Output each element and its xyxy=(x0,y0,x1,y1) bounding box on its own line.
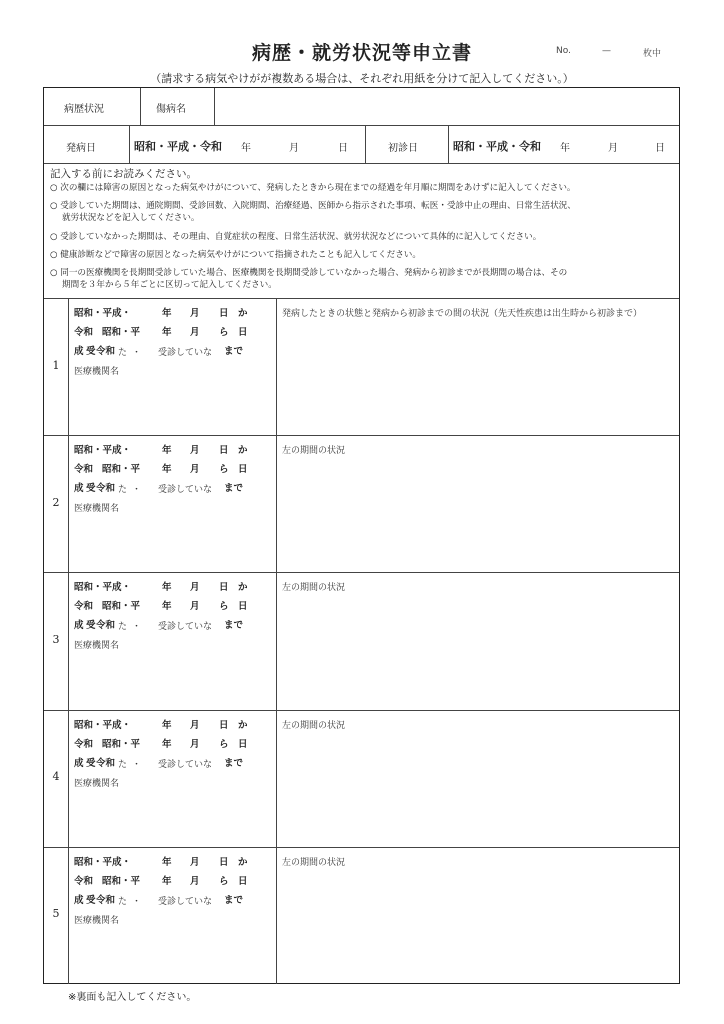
period-start-text: 昭和・平成・ xyxy=(74,308,132,319)
hospital-name-field[interactable] xyxy=(74,927,274,979)
visit-status-option[interactable]: まで xyxy=(224,757,244,769)
entry-number-divider xyxy=(68,298,69,435)
hospital-name-field[interactable] xyxy=(74,652,274,704)
entry-column-divider xyxy=(276,847,277,984)
status-description-field[interactable] xyxy=(280,594,670,705)
visit-status-option[interactable]: 令和 xyxy=(96,483,116,495)
visit-status-option[interactable]: ・ xyxy=(132,348,142,358)
disease-label: 傷病名 xyxy=(156,104,186,115)
first-visit-label: 初診日 xyxy=(388,143,418,154)
entry-number: 3 xyxy=(52,632,60,646)
period-start-text: か xyxy=(238,856,248,868)
hospital-name-label: 医療機関名 xyxy=(74,778,120,789)
entry-number-divider xyxy=(68,435,69,572)
entry-block xyxy=(44,298,679,435)
visit-status-option[interactable]: 令和 xyxy=(96,757,116,769)
period-start-text: 昭和・平成・ xyxy=(74,445,132,457)
visit-status-option[interactable]: 受診していな xyxy=(158,622,213,633)
number-label: No. xyxy=(556,46,571,56)
instruction-item: ○ 次の欄には障害の原因となった病気やけがについて、発病したときから現在までの経過を年月順に期間をあけずに記入してください。 xyxy=(50,183,576,193)
period-end-text: ら xyxy=(219,875,229,887)
entry-divider xyxy=(44,847,679,848)
entry-column-divider xyxy=(276,298,277,435)
instructions-heading: 記入する前にお読みください。 xyxy=(50,168,197,180)
period-start-text: 年 xyxy=(162,445,172,457)
visit-status-option[interactable]: 成 xyxy=(74,757,84,769)
hospital-name-field[interactable] xyxy=(74,790,274,842)
visit-status-option[interactable]: 成 xyxy=(74,346,84,357)
period-start-text: 月 xyxy=(190,582,200,594)
entry-number-divider xyxy=(68,710,69,847)
period-end-text: 年 xyxy=(162,327,172,338)
onset-year-unit: 年 xyxy=(241,143,251,154)
disease-name-field[interactable] xyxy=(215,89,677,124)
entry-block xyxy=(44,435,679,572)
period-end-text: ら xyxy=(219,601,229,613)
period-end-text: 昭和・平 xyxy=(102,738,141,750)
period-end-text: 月 xyxy=(190,327,200,338)
period-start-text: 年 xyxy=(162,308,172,319)
period-end-text: 令和 xyxy=(74,601,94,613)
onset-day-unit: 日 xyxy=(338,143,348,154)
first-visit-era[interactable]: 昭和・平成・令和 xyxy=(453,140,541,153)
period-start-text: 昭和・平成・ xyxy=(74,856,132,868)
sheet-count-label: 枚中 xyxy=(643,49,662,59)
visit-status-option[interactable]: た xyxy=(118,622,128,633)
period-end-text: 日 xyxy=(238,875,248,887)
visit-status-option[interactable]: 成 xyxy=(74,483,84,495)
footer-note: ※裏面も記入してください。 xyxy=(68,992,197,1003)
visit-status-option[interactable]: た xyxy=(118,485,128,496)
status-description-field[interactable] xyxy=(280,320,670,431)
first-visit-year-unit: 年 xyxy=(560,143,570,154)
period-start-text: 日 xyxy=(219,856,229,868)
hospital-name-label: 医療機関名 xyxy=(74,641,120,652)
period-start-text: 日 xyxy=(219,308,229,319)
period-end-text: 日 xyxy=(238,327,248,338)
period-start-text: 年 xyxy=(162,582,172,594)
entry-divider xyxy=(44,572,679,573)
visit-status-option[interactable]: ・ xyxy=(132,759,142,770)
hospital-name-label: 医療機関名 xyxy=(74,504,120,515)
period-start-text: 月 xyxy=(190,719,200,731)
entry-number-divider xyxy=(68,572,69,709)
number-dash: — xyxy=(602,46,611,56)
entry-number: 4 xyxy=(52,770,60,784)
period-end-text: 令和 xyxy=(74,464,94,476)
period-start-text: 月 xyxy=(190,856,200,868)
instruction-item: 期間を３年から５年ごとに区切って記入してください。 xyxy=(62,280,277,290)
period-start-text: か xyxy=(238,308,248,319)
visit-status-option[interactable]: た xyxy=(118,348,128,358)
period-start-text: 年 xyxy=(162,719,172,731)
period-end-text: 年 xyxy=(162,875,172,887)
period-end-text: 日 xyxy=(238,464,248,476)
visit-status-option[interactable]: まで xyxy=(224,346,244,357)
period-start-text: 昭和・平成・ xyxy=(74,719,132,731)
status-description-field[interactable] xyxy=(280,869,670,980)
period-end-text: 令和 xyxy=(74,875,94,887)
period-start-text: か xyxy=(238,582,248,594)
visit-status-option[interactable]: 令和 xyxy=(96,894,116,906)
visit-status-option[interactable]: 成 xyxy=(74,894,84,906)
entry-number: 1 xyxy=(52,358,60,372)
onset-era[interactable]: 昭和・平成・令和 xyxy=(134,140,222,153)
period-end-text: 令和 xyxy=(74,327,94,338)
period-end-text: 月 xyxy=(190,738,200,750)
visit-status-option[interactable]: まで xyxy=(224,894,244,906)
period-end-text: 月 xyxy=(190,601,200,613)
period-end-text: ら xyxy=(219,327,229,338)
period-end-text: 月 xyxy=(190,464,200,476)
status-description-field[interactable] xyxy=(280,457,670,568)
entry-number-divider xyxy=(68,847,69,984)
entry-column-divider xyxy=(276,710,277,847)
status-description-label: 左の期間の状況 xyxy=(282,720,346,731)
period-end-text: 日 xyxy=(238,738,248,750)
period-start-text: 月 xyxy=(190,308,200,319)
hospital-name-label: 医療機関名 xyxy=(74,367,120,377)
period-end-text: 年 xyxy=(162,738,172,750)
status-description-field[interactable] xyxy=(280,732,670,843)
period-start-text: か xyxy=(238,445,248,457)
period-end-text: 日 xyxy=(238,601,248,613)
status-description-label: 左の期間の状況 xyxy=(282,857,346,868)
entry-column-divider xyxy=(276,572,277,709)
visit-status-option[interactable]: 成 xyxy=(74,620,84,632)
visit-status-option[interactable]: 受 xyxy=(86,620,96,632)
period-start-text: か xyxy=(238,719,248,731)
period-end-text: ら xyxy=(219,464,229,476)
visit-status-option[interactable]: まで xyxy=(224,483,244,495)
period-end-text: 昭和・平 xyxy=(102,875,141,887)
period-start-text: 月 xyxy=(190,445,200,457)
entry-block xyxy=(44,847,679,984)
period-end-text: 令和 xyxy=(74,738,94,750)
hospital-name-field[interactable] xyxy=(74,378,274,430)
instruction-item: ○ 同一の医療機関を長期間受診していた場合、医療機関を長期間受診していなかった場合、発病から初診までが長期間の場合は、その xyxy=(50,268,568,278)
period-end-text: 昭和・平 xyxy=(102,327,141,338)
visit-status-option[interactable]: ・ xyxy=(132,896,142,907)
hospital-name-label: 医療機関名 xyxy=(74,915,120,926)
first-visit-month-unit: 月 xyxy=(608,143,618,154)
onset-month-unit: 月 xyxy=(289,143,299,154)
period-start-text: 日 xyxy=(219,719,229,731)
instruction-item: ○ 受診していた期間は、通院期間、受診回数、入院期間、治療経過、医師から指示された事項、転医・受診中止の理由、日常生活状況、 xyxy=(50,201,576,211)
visit-status-option[interactable]: 受 xyxy=(86,483,96,495)
visit-status-option[interactable]: 令和 xyxy=(96,620,116,632)
visit-status-option[interactable]: 受 xyxy=(86,346,96,357)
entry-number: 5 xyxy=(52,907,60,921)
period-end-text: ら xyxy=(219,738,229,750)
status-description-label: 発病したときの状態と発病から初診までの間の状況（先天性疾患は出生時から初診まで） xyxy=(282,309,643,319)
first-visit-day-unit: 日 xyxy=(655,143,665,154)
application-form xyxy=(43,87,680,984)
instruction-item: 就労状況などを記入してください。 xyxy=(62,213,200,223)
history-label: 病歴状況 xyxy=(64,104,104,115)
visit-status-option[interactable]: ・ xyxy=(132,622,142,633)
period-start-text: 年 xyxy=(162,856,172,868)
period-end-text: 年 xyxy=(162,601,172,613)
entry-column-divider xyxy=(276,435,277,572)
status-description-label: 左の期間の状況 xyxy=(282,583,346,594)
visit-status-option[interactable]: 受診していな xyxy=(158,348,213,358)
onset-label: 発病日 xyxy=(66,143,96,154)
status-description-label: 左の期間の状況 xyxy=(282,446,346,457)
entry-number: 2 xyxy=(52,495,60,509)
entry-block xyxy=(44,710,679,847)
period-start-text: 日 xyxy=(219,445,229,457)
visit-status-option[interactable]: 受診していな xyxy=(158,896,213,907)
period-end-text: 月 xyxy=(190,875,200,887)
visit-status-option[interactable]: た xyxy=(118,896,128,907)
visit-status-option[interactable]: 受診していな xyxy=(158,759,213,770)
visit-status-option[interactable]: 受 xyxy=(86,757,96,769)
period-end-text: 昭和・平 xyxy=(102,601,141,613)
page-title: 病歴・就労状況等申立書 xyxy=(251,42,472,64)
visit-status-option[interactable]: まで xyxy=(224,620,244,632)
instruction-item: ○ 受診していなかった期間は、その理由、自覚症状の程度、日常生活状況、就労状況などについて具体的に記入してください。 xyxy=(50,232,542,242)
visit-status-option[interactable]: ・ xyxy=(132,485,142,496)
period-end-text: 年 xyxy=(162,464,172,476)
visit-status-option[interactable]: 受 xyxy=(86,894,96,906)
period-start-text: 昭和・平成・ xyxy=(74,582,132,594)
period-end-text: 昭和・平 xyxy=(102,464,141,476)
header-note: （請求する病気やけがが複数ある場合は、それぞれ用紙を分けて記入してください。） xyxy=(150,72,574,85)
instruction-item: ○ 健康診断などで障害の原因となった病気やけがについて指摘されたことも記入してください。 xyxy=(50,250,421,260)
entry-block xyxy=(44,572,679,709)
visit-status-option[interactable]: た xyxy=(118,759,128,770)
visit-status-option[interactable]: 受診していな xyxy=(158,485,213,496)
visit-status-option[interactable]: 令和 xyxy=(96,346,116,357)
hospital-name-field[interactable] xyxy=(74,515,274,567)
entry-divider xyxy=(44,435,679,436)
period-start-text: 日 xyxy=(219,582,229,594)
entry-divider xyxy=(44,710,679,711)
